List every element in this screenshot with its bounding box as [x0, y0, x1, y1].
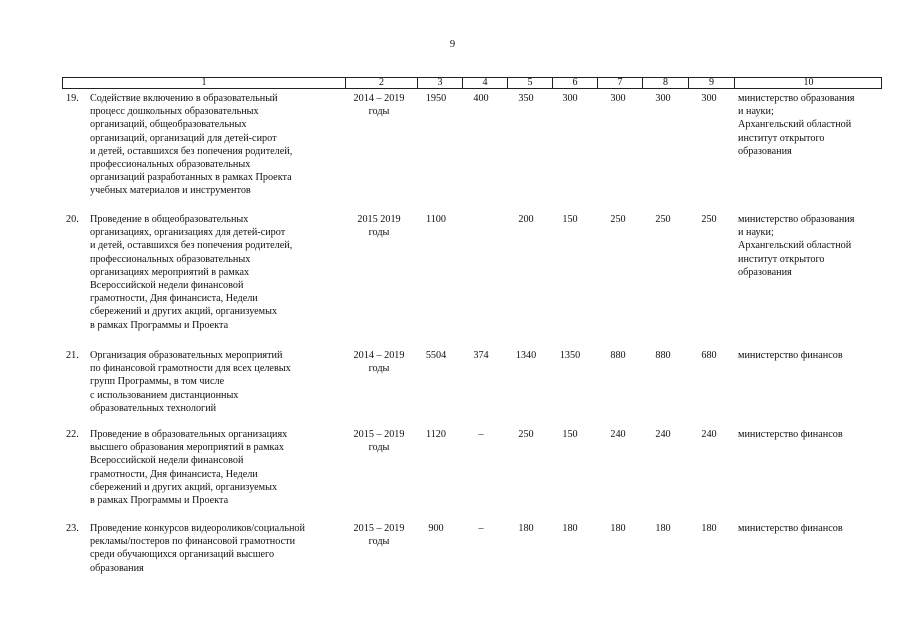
row-value-2019: 250	[701, 214, 717, 225]
row-years: 2014 – 2019 годы	[353, 93, 405, 118]
row-value-2017: 240	[610, 429, 626, 440]
row-activity: Проведение в общеобразовательных организациях, организациях для детей-сирот и детей, оставшихся без попечения родителей, профессиональных образовательных организациях мероприятий в рамках Всероссийской недели финансовой грамотности, Дня финансиста, Недели сбережений и других акций, организуемых в рамках Программы и Проекта	[90, 214, 293, 331]
row-value-2017: 250	[610, 214, 626, 225]
row-activity: Организация образовательных мероприятий по финансовой грамотности для всех целевых групп Программы, в том числе с использованием дистанционных образовательных технологий	[90, 350, 291, 414]
header-col-7: 7	[597, 78, 642, 88]
row-value-total: 1120	[426, 429, 446, 440]
row-value-2019: 300	[701, 93, 717, 104]
row-value-2016: 150	[562, 214, 578, 225]
row-value-2015: 180	[518, 523, 534, 534]
row-years: 2015 – 2019 годы	[353, 429, 405, 454]
row-value-2015: 200	[518, 214, 534, 225]
row-responsible: министерство финансов	[738, 523, 843, 534]
row-responsible: министерство финансов	[738, 429, 843, 440]
row-value-2019: 680	[701, 350, 717, 361]
table-header	[62, 77, 882, 89]
row-number: 19.	[66, 93, 79, 104]
row-value-2018: 300	[655, 93, 671, 104]
row-value-2016: 150	[562, 429, 578, 440]
row-value-2017: 180	[610, 523, 626, 534]
row-responsible: министерство образования и науки; Архангельский областной институт открытого образования	[738, 93, 855, 157]
row-value-2016: 180	[562, 523, 578, 534]
row-value-2015: 250	[518, 429, 534, 440]
row-number: 23.	[66, 523, 79, 534]
row-value-2014: 400	[473, 93, 489, 104]
header-col-9: 9	[688, 78, 734, 88]
row-number: 20.	[66, 214, 79, 225]
row-number: 21.	[66, 350, 79, 361]
row-value-2015: 350	[518, 93, 534, 104]
row-value-2017: 880	[610, 350, 626, 361]
header-col-8: 8	[642, 78, 688, 88]
row-number: 22.	[66, 429, 79, 440]
header-col-1: 1	[201, 77, 207, 88]
row-value-2017: 300	[610, 93, 626, 104]
header-col-4: 4	[462, 78, 507, 88]
header-col-10: 10	[734, 78, 882, 88]
row-value-2018: 880	[655, 350, 671, 361]
row-value-2016: 300	[562, 93, 578, 104]
header-col-6: 6	[552, 78, 597, 88]
row-value-2014: 374	[473, 350, 489, 361]
row-value-2014: –	[478, 523, 484, 534]
row-value-total: 1950	[425, 93, 447, 104]
row-value-2018: 240	[655, 429, 671, 440]
row-value-2018: 180	[655, 523, 671, 534]
row-value-2019: 180	[701, 523, 717, 534]
row-value-2018: 250	[655, 214, 671, 225]
row-value-total: 5504	[425, 350, 447, 361]
row-years: 2015 – 2019 годы	[353, 523, 405, 548]
page-number: 9	[449, 39, 456, 50]
row-value-total: 1100	[426, 214, 446, 225]
row-responsible: министерство образования и науки; Архангельский областной институт открытого образования	[738, 214, 855, 278]
header-col-3: 3	[417, 78, 462, 88]
row-responsible: министерство финансов	[738, 350, 843, 361]
row-value-2019: 240	[701, 429, 717, 440]
row-activity: Проведение в образовательных организациях высшего образования мероприятий в рамках Всероссийской недели финансовой грамотности, Дня финансиста, Недели сбережений и других акций, организуемых в рамках Программы и Проекта	[90, 429, 288, 507]
row-value-2015: 1340	[515, 350, 537, 361]
row-activity: Проведение конкурсов видеороликов/социальной рекламы/постеров по финансовой грамотности среди обучающихся организаций высшего образования	[90, 523, 305, 574]
header-col-2: 2	[345, 78, 417, 88]
row-value-total: 900	[428, 523, 444, 534]
row-years: 2015 2019 годы	[357, 214, 401, 239]
header-col-5: 5	[507, 78, 552, 88]
row-activity: Содействие включению в образовательный процесс дошкольных образовательных организаций, общеобразовательных организаций, организаций для детей-сирот и детей, оставшихся без попечения родителей, профессиональных образовательных организаций разработанных в рамках Проекта учебных материалов и инструментов	[90, 93, 293, 197]
row-value-2014: –	[478, 429, 484, 440]
row-value-2016: 1350	[559, 350, 581, 361]
row-years: 2014 – 2019 годы	[353, 350, 405, 375]
